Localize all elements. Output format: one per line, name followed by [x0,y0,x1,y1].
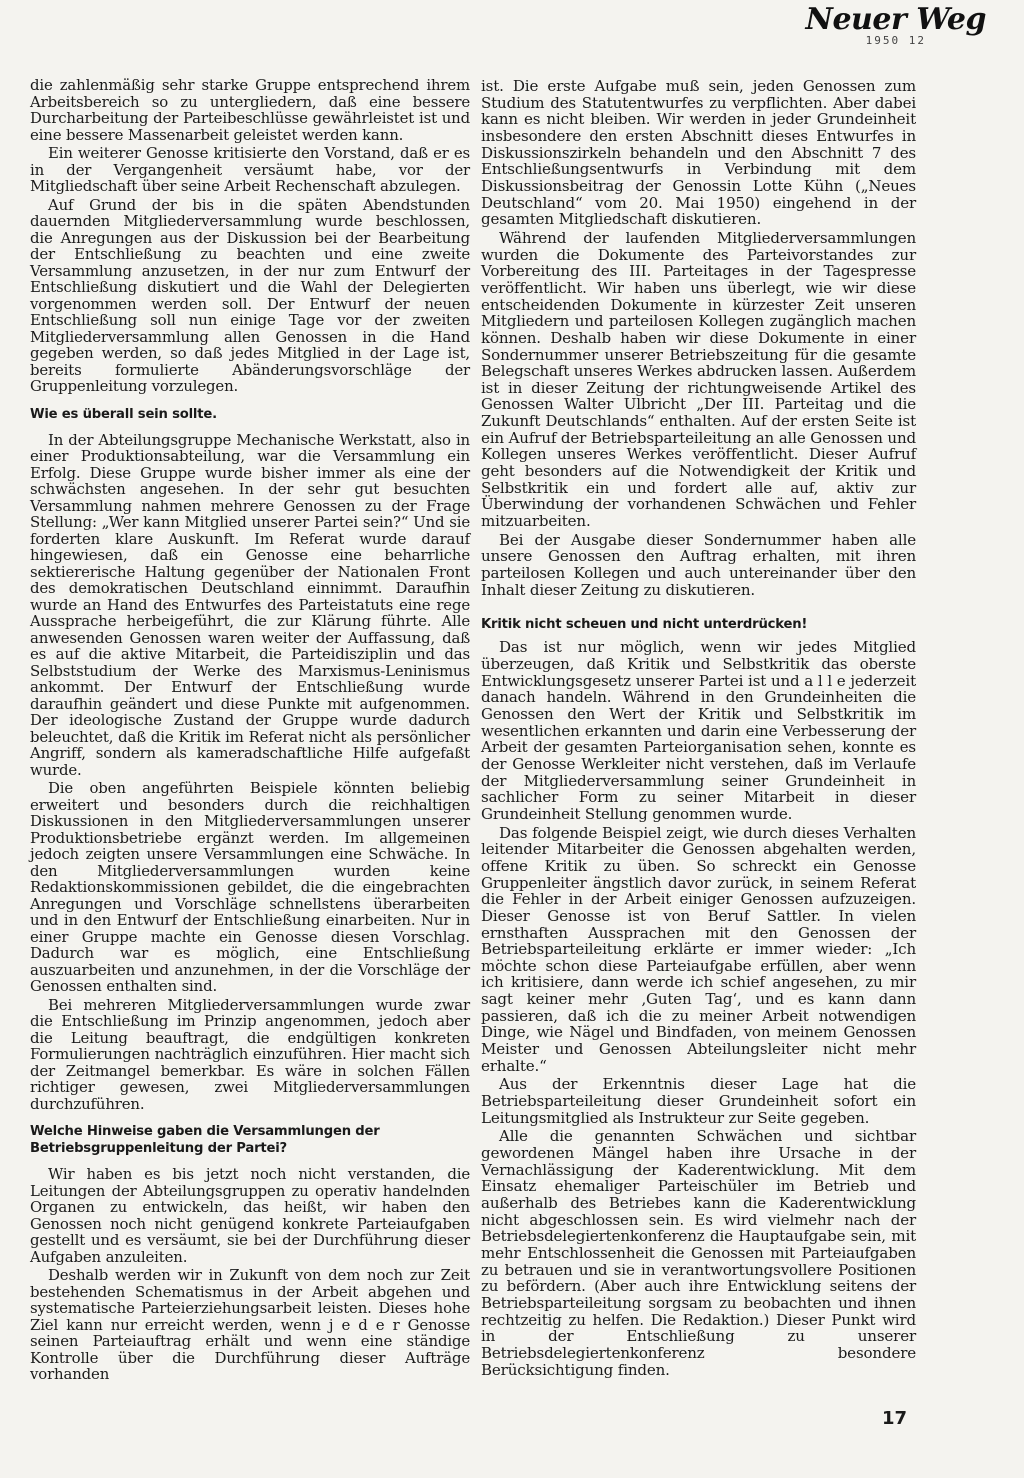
paragraph: ist. Die erste Aufgabe muß sein, jeden Genossen zum Studium des Statutentwurfes zu verpflichten. Aber dabei kann es nicht bleiben. Wir werden in jeder Grundeinheit insbesondere den ersten Abschnitt dieses Entwurfes in Diskussionszirkeln behandeln und den Abschnitt 7 des Entschließungsentwurfs in Verbindung mit dem Diskussionsbeitrag der Genossin Lotte Kühn („Neues Deutschland“ vom 20. Mai 1950) eingehend in der gesamten Mitgliedschaft diskutieren. [481,77,916,229]
paragraph: Ein weiterer Genosse kritisierte den Vorstand, daß er es in der Vergangenheit versäumt habe, vor der Mitgliedschaft über seine Arbeit Rechenschaft abzulegen. [30,144,470,195]
paragraph: Wir haben es bis jetzt noch nicht verstanden, die Leitungen der Abteilungsgruppen zu operativ handelnden Organen zu entwickeln, das heißt, wir haben den Genossen noch nicht genügend konkrete Parteiaufgaben gestellt und es versäumt, sie bei der Durchführung dieser Aufgaben anzuleiten. [30,1165,470,1266]
paragraph: Alle die genannten Schwächen und sichtbar gewordenen Mängel haben ihre Ursache in der Vernachlässigung der Kaderentwicklung. Mit dem Einsatz ehemaliger Parteischüler im Betrieb und außerhalb des Betriebes kann die Kaderentwicklung nicht abgeschlossen sein. Es wird vielmehr nach der Betriebsdelegiertenkonferenz die Hauptaufgabe sein, mit mehr Entschlossenheit die Genossen mit Parteiaufgaben zu betrauen und sie in verantwortungsvollere Positionen zu befördern. (Aber auch ihre Entwicklung seitens der Betriebsparteileitung sorgsam zu beobachten und ihnen rechtzeitig zu helfen. Die Redaktion.) Dieser Punkt wird in der Entschließung zu unserer Betriebsdelegiertenkonferenz besondere Berücksichtigung finden. [481,1127,916,1379]
paragraph: In der Abteilungsgruppe Mechanische Werkstatt, also in einer Produktionsabteilung, war die Versammlung ein Erfolg. Diese Gruppe wurde bisher immer als eine der schwächsten angesehen. In der sehr gut besuchten Versammlung nahmen mehrere Genossen zu der Frage Stellung: „Wer kann Mitglied unserer Partei sein?“ Und sie forderten klare Auskunft. Im Referat wurde darauf hingewiesen, daß ein Genosse eine beharrliche sektiererische Haltung gegenüber der Nationalen Front des demokratischen Deutschland einnimmt. Daraufhin wurde an Hand des Entwurfes des Parteistatuts eine rege Aussprache herbeigeführt, die zur Klärung führte. Alle anwesenden Genossen waren weiter der Auffassung, daß es auf die aktive Mitarbeit, die Parteidisziplin und das Selbststudium der Werke des Marxismus-Leninismus ankommt. Der Entwurf der Entschließung wurde daraufhin geändert und diese Punkte mit aufgenommen. Der ideologische Zustand der Gruppe wurde dadurch beleuchtet, daß die Kritik im Referat nicht als persönlicher Angriff, sondern als kameradschaftliche Hilfe aufgefaßt wurde. [30,430,470,779]
paragraph: die zahlenmäßig sehr starke Gruppe entsprechend ihrem Arbeitsbereich so zu untergliedern, daß eine bessere Durcharbeitung der Parteibeschlüsse gewährleistet ist und eine bessere Massenarbeit geleistet werden kann. [30,76,470,144]
paragraph: Das ist nur möglich, wenn wir jedes Mitglied überzeugen, daß Kritik und Selbstkritik das oberste Entwicklungsgesetz unserer Partei ist und a l l e jederzeit danach handeln. Während in den Grundeinheiten die Genossen den Wert der Kritik und Selbstkritik im wesentlichen erkannten und darin eine Verbesserung der Arbeit der gesamten Parteiorganisation sehen, konnte es der Genosse Werkleiter nicht verstehen, daß im Verlaufe der Mitgliederversammlung seiner Grundeinheit in sachlicher Form zu seiner Mitarbeit in dieser Grundeinheit Stellung genommen wurde. [481,638,916,823]
left-column [30,77,470,1385]
section-heading: Wie es überall sein sollte. [30,406,217,422]
section-heading: Welche Hinweise gaben die Versammlungen der Betriebsgruppenleitung der Partei? [30,1124,380,1156]
page-number: 17 [882,1408,908,1429]
paragraph: Aus der Erkenntnis dieser Lage hat die Betriebsparteileitung dieser Grundeinheit sofort ein Leitungsmitglied als Instrukteur zur Seite gegeben. [481,1075,916,1127]
publication-logo: Neuer Weg [805,2,986,37]
masthead [806,4,986,48]
paragraph: Das folgende Beispiel zeigt, wie durch dieses Verhalten leitender Mitarbeiter die Genossen abgehalten werden, offene Kritik zu üben. So schreckt ein Genosse Gruppenleiter ängstlich davor zurück, in seinem Referat die Fehler in der Arbeit einiger Genossen aufzuzeigen. Dieser Genosse ist von Beruf Sattler. In vielen ernsthaften Aussprachen mit den Genossen der Betriebsparteileitung erklärte er immer wieder: „Ich möchte schon diese Parteiaufgabe erfüllen, aber wenn ich kritisiere, dann werde ich schief angesehen, zu mir sagt keiner mehr ‚Guten Tag‘, und es kann dann passieren, daß ich die zu meiner Arbeit notwendigen Dinge, wie Nägel und Bindfaden, von meinem Genossen Meister und Genossen Abteilungsleiter nicht mehr erhalte.“ [481,823,916,1075]
issue-number: 1950 12 [865,34,926,47]
paragraph: Deshalb werden wir in Zukunft von dem noch zur Zeit bestehenden Schematismus in der Arbeit abgehen und systematische Parteierziehungsarbeit leisten. Dieses hohe Ziel kann nur erreicht werden, wenn j e d e r Genosse seinen Parteiauftrag erhält und wenn eine ständige Kontrolle über die Durchführung dieser Aufträge vorhanden [30,1266,470,1383]
paragraph: Auf Grund der bis in die späten Abendstunden dauernden Mitgliederversammlung wurde beschlossen, die Anregungen aus der Diskussion bei der Bearbeitung der Entschließung zu beachten und eine zweite Versammlung anzusetzen, in der nur zum Entwurf der Entschließung diskutiert und die Wahl der Delegierten vorgenommen werden soll. Der Entwurf der neuen Entschließung soll nun einige Tage vor der zweiten Mitgliederversammlung allen Genossen in die Hand gegeben werden, so daß jedes Mitglied in der Lage ist, bereits formulierte Abänderungsvorschläge der Gruppenleitung vorzulegen. [30,195,470,395]
paragraph: Während der laufenden Mitgliederversammlungen wurden die Dokumente des Parteivorstandes zur Vorbereitung des III. Parteitages in der Tagespresse veröffentlicht. Wir haben uns überlegt, wie wir diese entscheidenden Dokumente in kürzester Zeit unseren Mitgliedern und parteilosen Kollegen zugänglich machen können. Deshalb haben wir diese Dokumente in einer Sondernummer unserer Betriebszeitung für die gesamte Belegschaft unseres Werkes abdrucken lassen. Außerdem ist in dieser Zeitung der richtungweisende Artikel des Genossen Walter Ulbricht „Der III. Parteitag und die Zukunft Deutschlands“ enthalten. Auf der ersten Seite ist ein Aufruf der Betriebsparteileitung an alle Genossen und Kollegen unseres Werkes veröffentlicht. Dieser Aufruf geht besonders auf die Notwendigkeit der Kritik und Selbstkritik ein und fordert alle auf, aktiv zur Überwindung der vorhandenen Schwächen und Fehler mitzuarbeiten. [481,228,916,531]
paragraph: Bei der Ausgabe dieser Sondernummer haben alle unsere Genossen den Auftrag erhalten, mit ihren parteilosen Kollegen und auch untereinander über den Inhalt dieser Zeitung zu diskutieren. [481,530,916,599]
section-heading: Kritik nicht scheuen und nicht unterdrücken! [481,617,808,633]
right-column [481,78,916,1380]
paragraph: Die oben angeführten Beispiele könnten beliebig erweitert und besonders durch die reichhaltigen Diskussionen in den Mitgliederversammlungen unserer Produktionsbetriebe ergänzt werden. Im allgemeinen jedoch zeigten unsere Versammlungen eine Schwäche. In den Mitgliederversammlungen wurden keine Redaktionskommissionen gebildet, die die eingebrachten Anregungen und Vorschläge schnellstens überarbeiten und in den Entwurf der Entschließung einarbeiten. Nur in einer Gruppe machte ein Genosse diesen Vorschlag. Dadurch war es möglich, eine Entschließung auszuarbeiten und anzunehmen, in der die Vorschläge der Genossen enthalten sind. [30,779,470,995]
paragraph: Bei mehreren Mitgliederversammlungen wurde zwar die Entschließung im Prinzip angenommen, jedoch aber die Leitung beauftragt, die endgültigen konkreten Formulierungen nachträglich einzuführen. Hier macht sich der Zeitmangel bemerkbar. Es wäre in solchen Fällen richtiger gewesen, zwei Mitgliederversammlungen durchzuführen. [30,995,470,1113]
